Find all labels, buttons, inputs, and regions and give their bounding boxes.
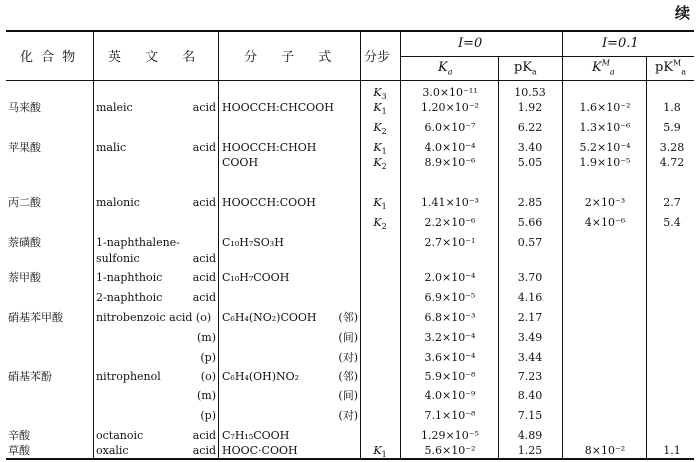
cell-acid: acid [192,101,216,114]
cell-en: 1-naphthoic [96,271,163,284]
cell-ka: 6.8×10⁻³ [424,311,476,324]
cell-formula: C₆H₄(OH)NO₂ [222,370,300,383]
cell-note: (对) [338,409,358,422]
cell-acid: acid [192,444,216,457]
cell-acid: acid [192,141,216,154]
cell-ka: 1.20×10⁻² [421,101,479,114]
col-divider [646,56,647,459]
cell-kam: 2×10⁻³ [584,196,626,209]
cell-kam: 8×10⁻² [584,444,626,457]
cell-en: malic [96,141,127,154]
cell-pka: 3.49 [517,331,543,344]
cell-pka: 7.23 [517,370,543,383]
cell-acid: acid [192,271,216,284]
cell-cn: 草酸 [8,444,30,457]
top-rule [6,30,694,32]
cell-pka: 8.40 [517,389,543,402]
cell-pka: 6.22 [517,121,543,134]
cell-pkam: 5.9 [663,121,681,134]
cell-step: $K_2$ [373,216,387,232]
cell-ka: 5.6×10⁻² [424,444,476,457]
header-i01: I=0.1 [602,36,639,51]
cell-acid: acid [192,196,216,209]
cell-cn: 萘磺酸 [8,236,41,249]
cell-kam: 1.9×10⁻⁵ [579,156,631,169]
cell-ka: 3.0×10⁻¹¹ [422,86,478,99]
cell-formula: HOOCCH:COOH [222,196,316,209]
cell-step: $K_1$ [373,196,387,212]
cell-pka: 5.66 [517,216,543,229]
cell-en: (m) [196,389,216,402]
header-compound: 化 合 物 [20,50,78,65]
header-i0: I=0 [458,36,483,51]
header-kam: $K^M_a$ [592,58,615,77]
header-english-name: 英 文 名 [108,50,206,65]
cell-ka: 2.2×10⁻⁶ [424,216,476,229]
cell-pkam: 1.8 [663,101,681,114]
cell-en: (p) [200,409,216,422]
col-divider [93,31,94,459]
col-divider [218,31,219,459]
header-ka: $K_a$ [438,60,453,77]
sub-header-rule [400,56,694,57]
cell-en: maleic [96,101,133,114]
cell-pkam: 1.1 [663,444,681,457]
cell-step: $K_3$ [373,86,387,102]
bottom-rule [6,458,694,460]
cell-step: $K_1$ [373,444,387,460]
cell-note: (邻) [338,311,358,324]
cell-formula: HOOCCH:CHCOOH [222,101,334,114]
cell-pkam: 2.7 [663,196,681,209]
header-pka: $pK_a$ [514,60,537,77]
cell-formula: C₇H₁₅COOH [222,429,290,442]
cell-pka: 7.15 [517,409,543,422]
cell-formula: C₆H₄(NO₂)COOH [222,311,317,324]
col-divider [360,31,361,459]
cell-ka: 4.0×10⁻⁴ [424,141,476,154]
cell-acid: (o) [200,370,216,383]
cell-kam: 1.6×10⁻² [579,101,631,114]
cell-formula: C₁₀H₇SO₃H [222,236,284,249]
cell-kam: 4×10⁻⁶ [584,216,626,229]
cell-kam: 5.2×10⁻⁴ [579,141,631,154]
continued-label: 续 [674,4,690,22]
cell-cn: 马来酸 [8,101,41,114]
cell-ka: 2.7×10⁻¹ [424,236,476,249]
header-step: 分步 [364,50,391,65]
cell-en: sulfonic [96,252,140,265]
cell-acid: acid [192,291,216,304]
cell-note: (对) [338,351,358,364]
cell-note: (间) [338,389,358,402]
cell-formula: HOOCCH:CHOH [222,141,317,154]
cell-ka: 5.9×10⁻⁸ [424,370,476,383]
cell-formula: C₁₀H₇COOH [222,271,290,284]
cell-ka: 1.29×10⁻⁵ [421,429,479,442]
cell-cn: 硝基苯甲酸 [8,311,63,324]
cell-ka: 4.0×10⁻⁹ [424,389,476,402]
cell-pkam: 5.4 [663,216,681,229]
cell-ka: 8.9×10⁻⁶ [424,156,476,169]
cell-ka: 1.41×10⁻³ [421,196,479,209]
cell-ka: 3.6×10⁻⁴ [424,351,476,364]
header-formula: 分 子 式 [244,50,342,65]
cell-ka: 3.2×10⁻⁴ [424,331,476,344]
cell-step: $K_1$ [373,141,387,157]
cell-acid: acid [192,429,216,442]
cell-ka: 7.1×10⁻⁸ [424,409,476,422]
cell-pka: 0.57 [517,236,543,249]
cell-en: 2-naphthoic [96,291,163,304]
cell-pka: 3.44 [517,351,543,364]
cell-cn: 丙二酸 [8,196,41,209]
cell-en: oxalic [96,444,129,457]
cell-pka: 10.53 [514,86,546,99]
cell-en: (m) [196,331,216,344]
cell-pkam: 3.28 [659,141,685,154]
cell-step: $K_2$ [373,121,387,137]
cell-en: nitrophenol [96,370,161,383]
cell-cn: 苹果酸 [8,141,41,154]
cell-en: nitrobenzoic acid (o) [96,311,212,324]
cell-formula: HOOC·COOH [222,444,298,457]
cell-en: octanoic [96,429,144,442]
cell-cn: 硝基苯酚 [8,370,52,383]
cell-step: $K_2$ [373,156,387,172]
cell-cn: 萘甲酸 [8,271,41,284]
header-bottom-rule [6,80,694,81]
col-divider [498,56,499,459]
cell-pka: 4.16 [517,291,543,304]
cell-pka: 3.70 [517,271,543,284]
cell-pka: 4.89 [517,429,543,442]
cell-acid: acid [192,252,216,265]
col-divider [400,31,401,459]
cell-en: (p) [200,351,216,364]
cell-pka: 3.40 [517,141,543,154]
col-divider [562,31,563,459]
cell-ka: 6.0×10⁻⁷ [424,121,476,134]
cell-note: (间) [338,331,358,344]
cell-pka: 2.85 [517,196,543,209]
cell-step: $K_1$ [373,101,387,117]
cell-cn: 辛酸 [8,429,30,442]
cell-formula: COOH [222,156,259,169]
cell-pka: 2.17 [517,311,543,324]
cell-pka: 1.92 [517,101,543,114]
cell-en: 1-naphthalene- [96,236,180,249]
cell-en: malonic [96,196,140,209]
cell-pka: 5.05 [517,156,543,169]
cell-note: (邻) [338,370,358,383]
cell-pkam: 4.72 [659,156,685,169]
cell-ka: 6.9×10⁻⁵ [424,291,476,304]
header-pkam: $pK^M_a$ [655,58,687,77]
cell-ka: 2.0×10⁻⁴ [424,271,476,284]
cell-kam: 1.3×10⁻⁶ [579,121,631,134]
cell-pka: 1.25 [517,444,543,457]
